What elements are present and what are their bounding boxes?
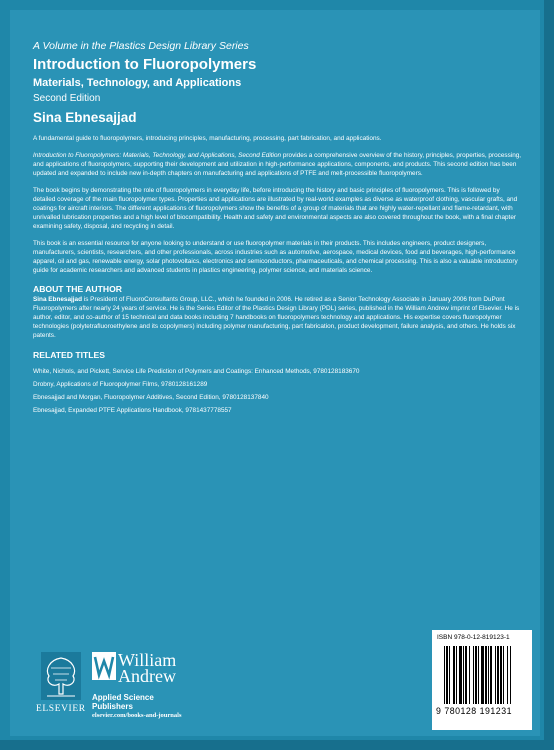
about-author-name: Sina Ebnesajjad — [33, 296, 83, 303]
applied-science-line-1: Applied Science — [92, 693, 154, 702]
about-author-text — [33, 295, 523, 340]
cover-text — [33, 40, 523, 415]
description-paragraph-1-text: provides a comprehensive overview of the history, principles, properties, processing, and applications of fluoropolymers, supporting their development and utilization in high-performance applications, components, and products. This second edition has been updated and expanded to include new in-depth chapters on manufacturing and applications of PTFE and melt-processible fluoropolymers. — [33, 152, 522, 177]
barcode-icon — [444, 646, 524, 704]
related-title-item: White, Nichols, and Pickett, Service Life Prediction of Polymers and Coatings: Enhanced Methods, 9780128183670 — [33, 368, 360, 375]
related-title-item: Ebnesajjad, Expanded PTFE Applications Handbook, 9781437778557 — [33, 407, 232, 414]
spine-edge — [544, 0, 554, 750]
book-subtitle: Materials, Technology, and Applications — [33, 77, 242, 89]
book-title-italic: Introduction to Fluoropolymers: Materials, Technology, and Applications, Second Edition — [33, 152, 282, 159]
tagline: A fundamental guide to fluoropolymers, introducing principles, manufacturing, processing, part fabrication, and applications. — [33, 135, 382, 142]
series-name: A Volume in the Plastics Design Library Series — [33, 40, 249, 52]
description-paragraph-1 — [33, 151, 523, 178]
elsevier-logo — [36, 652, 86, 716]
about-author-bio: is President of FluoroConsultants Group, LLC., which he founded in 2006. He retired as a Senior Technology Associate in January 2006 from DuPont Fluoropolymers after nearly 24 years of service. He is the Series Editor of the Plastics Design Library (PDL) series, published in the William Andrew imprint of Elsevier. He is author, editor, and co-author of 15 technical and data books including 7 handbooks on fluoropolymers technology and applications. His expertise covers fluoropolymer technologies (polytetrafluoroethylene and its copolymers) including polymer manufacturing, part fabrication, product development, failure analysis, and others. He holds six patents. — [33, 296, 520, 339]
related-title-item: Drobny, Applications of Fluoropolymer Films, 9780128161289 — [33, 381, 208, 388]
description-paragraph-3: This book is an essential resource for anyone looking to understand or use fluoropolymer materials in their products. This includes engineers, product designers, manufacturers, scientists, researchers, and other professionals, across industries such as automotive, aerospace, medical devices, food and beverages, high-performance apparel, oil and gas, renewable energy, solar photovoltaics, electronics and semiconductors, pharmaceuticals, and chemical processing. This is also a valuable introductory guide for academic researchers and advanced students in plastics engineering, polymer science, and materials science. — [33, 240, 518, 274]
description-paragraph-2: The book begins by demonstrating the role of fluoropolymers in everyday life, before introducing the history and basic principles of fluoropolymers. This is followed by detailed coverage of the main fluoropolymer types. Properties and applications are illustrated by real-world examples as diverse as waterproof clothing, vascular grafts, and coatings for aircraft interiors. The different applications of fluoropolymers show the benefits of a group of materials that are highly water-repellant and flame-retardant, with unrivalled lubrication properties and a high level of biocompatibility. Health and safety and environmental aspects are also covered throughout the book, with a final chapter examining safety, disposal, and recycling in detail. — [33, 187, 518, 230]
related-titles-heading: RELATED TITLES — [33, 350, 105, 360]
isbn-label: ISBN 978-0-12-819123-1 — [437, 634, 510, 641]
william-andrew-line-1: William — [118, 650, 177, 670]
elsevier-wordmark: ELSEVIER — [36, 704, 86, 714]
edition: Second Edition — [33, 93, 101, 104]
book-title: Introduction to Fluoropolymers — [33, 56, 257, 73]
bottom-edge — [0, 740, 554, 750]
applied-science-line-2: Publishers — [92, 702, 133, 711]
elsevier-tree-icon — [41, 652, 81, 700]
william-andrew-line-2: Andrew — [118, 666, 176, 686]
author-name: Sina Ebnesajjad — [33, 110, 137, 125]
applied-science-publishers — [92, 693, 154, 711]
william-andrew-logo-icon — [92, 652, 116, 680]
related-title-item: Ebnesajjad and Morgan, Fluoropolymer Additives, Second Edition, 9780128137840 — [33, 394, 269, 401]
william-andrew-name — [118, 652, 176, 684]
about-author-heading: ABOUT THE AUTHOR — [33, 284, 122, 294]
isbn-barcode-box — [432, 630, 532, 730]
barcode-number: 9 780128 191231 — [436, 706, 512, 716]
publisher-url: elsevier.com/books-and-journals — [92, 712, 182, 719]
